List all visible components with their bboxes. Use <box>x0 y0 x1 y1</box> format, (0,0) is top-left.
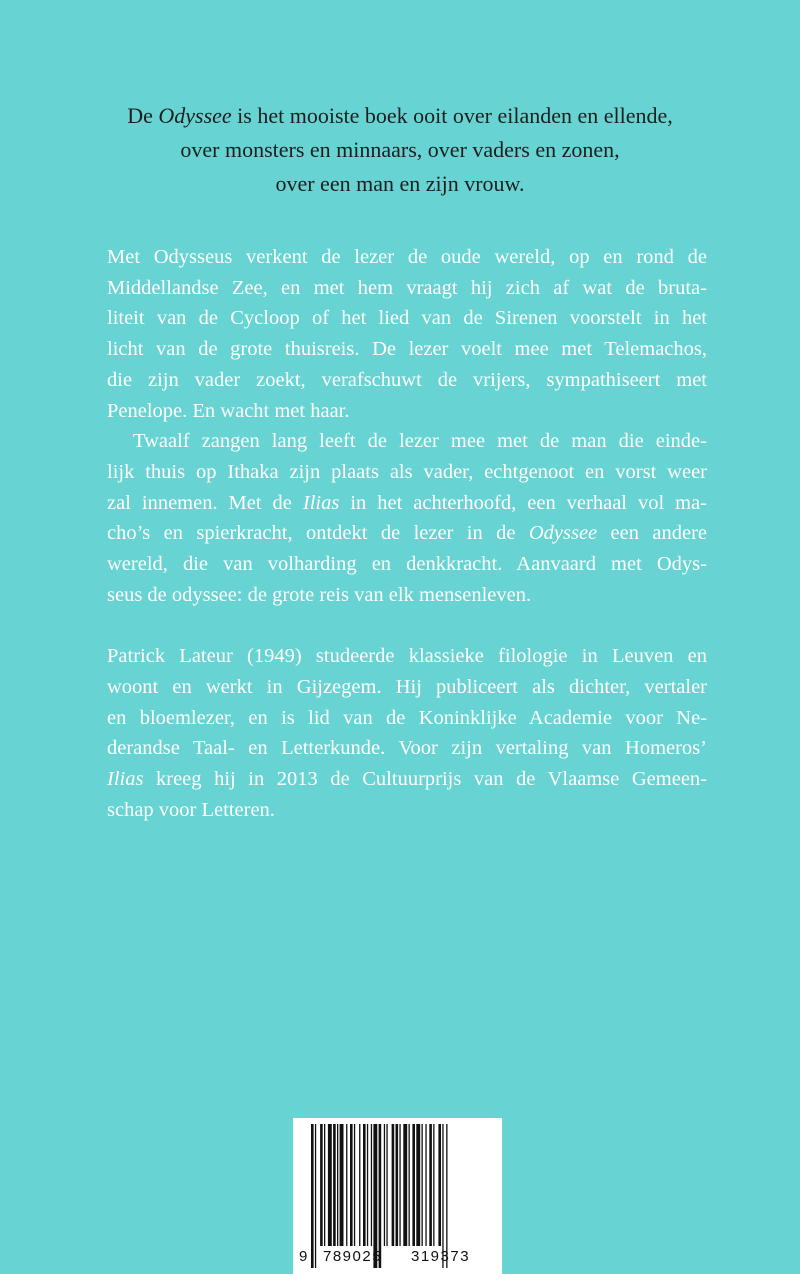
barcode-bar <box>422 1124 423 1246</box>
isbn-right-group: 319373 <box>411 1248 471 1265</box>
barcode-bar <box>442 1124 443 1268</box>
p1-line-5: die zijn vader zoekt, verafschuwt de vrijers, sympathiseert met <box>107 368 707 391</box>
isbn-barcode <box>293 1118 502 1274</box>
intro-text <box>60 99 740 201</box>
title-odyssee-2: Odyssee <box>528 522 598 545</box>
barcode-bar <box>403 1124 407 1246</box>
barcode-bar <box>409 1124 410 1246</box>
isbn-lead-digit: 9 <box>299 1248 309 1265</box>
paragraph-3 <box>107 641 707 825</box>
barcode-bar <box>373 1124 377 1268</box>
title-ilias-2: Ilias <box>107 767 144 790</box>
paragraph-1 <box>107 242 707 426</box>
title-odyssee: Odyssee <box>158 103 232 128</box>
barcode-bar <box>337 1124 338 1246</box>
p2-line-4: cho’s en spierkracht, ontdekt de lezer in de Odyssee een andere <box>107 522 707 545</box>
barcode-bar <box>438 1124 441 1246</box>
p3-line-3: en bloemlezer, en is lid van de Koninklijke Academie voor Ne- <box>107 706 707 729</box>
intro-line-3: over een man en zijn vrouw. <box>275 171 525 196</box>
p1-line-3: liteit van de Cycloop of het lied van de Sirenen voorstelt in het <box>107 307 707 330</box>
barcode-bar <box>384 1124 385 1246</box>
barcode-bar <box>333 1124 336 1246</box>
barcode-bar <box>340 1124 344 1246</box>
p1-line-4: licht van de grote thuisreis. De lezer voelt mee met Telemachos, <box>107 338 707 361</box>
p3-line-5: Ilias kreeg hij in 2013 de Cultuurprijs van de Vlaamse Gemeen- <box>107 767 707 790</box>
isbn-left-group: 789025 <box>323 1248 383 1265</box>
barcode-bar <box>371 1124 372 1246</box>
p2-line-1: Twaalf zangen lang leeft de lezer mee met de man die einde- <box>133 430 707 453</box>
p3-line-6: schap voor Letteren. <box>107 798 275 821</box>
p3-line-1: Patrick Lateur (1949) studeerde klassieke filologie in Leuven en <box>107 645 707 668</box>
barcode-bar <box>379 1124 382 1268</box>
intro-line-2: over monsters en minnaars, over vaders en zonen, <box>180 137 620 162</box>
intro-line-1: De Odyssee is het mooiste boek ooit over eilanden en ellende, <box>127 103 673 128</box>
barcode-bar <box>315 1124 316 1268</box>
p3-line-2: woont en werkt in Gijzegem. Hij publiceert als dichter, vertaler <box>107 675 707 698</box>
barcode-bar <box>354 1124 355 1246</box>
barcode-bar <box>392 1124 395 1246</box>
barcode-bar <box>429 1124 432 1246</box>
p2-line-5: wereld, die van volharding en denkkracht. Aanvaard met Odys- <box>107 553 707 576</box>
barcode-bar <box>367 1124 368 1246</box>
barcode-bar <box>386 1124 387 1246</box>
barcode-bar <box>446 1124 447 1268</box>
p2-line-3: zal innemen. Met de Ilias in het achterhoofd, een verhaal vol ma- <box>107 491 708 514</box>
p2-line-6: seus de odyssee: de grote reis van elk mensenleven. <box>107 583 532 606</box>
barcode-bar <box>399 1124 400 1246</box>
p1-line-6: Penelope. En wacht met haar. <box>107 399 350 422</box>
barcode-bar <box>416 1124 420 1246</box>
title-ilias: Ilias <box>302 491 340 514</box>
barcode-bar <box>324 1124 325 1246</box>
p2-line-2: lijk thuis op Ithaka zijn plaats als vader, echtgenoot en vorst weer <box>107 460 707 483</box>
barcode-bar <box>433 1124 434 1246</box>
blurb <box>107 242 707 825</box>
p1-line-1: Met Odysseus verkent de lezer de oude wereld, op en rond de <box>107 246 707 268</box>
paragraph-2 <box>107 426 707 610</box>
barcode-bar <box>328 1124 332 1246</box>
barcode-bar <box>311 1124 314 1268</box>
barcode-bar <box>359 1124 360 1246</box>
barcode-bar <box>412 1124 415 1246</box>
p1-line-2: Middellandse Zee, en met hem vraagt hij zich af wat de bruta- <box>107 276 707 299</box>
barcode-bar <box>363 1124 366 1246</box>
barcode-bar <box>350 1124 353 1246</box>
p3-line-4: derandse Taal- en Letterkunde. Voor zijn vertaling van Homeros’ <box>107 737 707 760</box>
barcode-bar <box>396 1124 399 1246</box>
barcode-bar <box>346 1124 347 1246</box>
barcode-bar <box>425 1124 426 1246</box>
barcode-bar <box>320 1124 323 1246</box>
